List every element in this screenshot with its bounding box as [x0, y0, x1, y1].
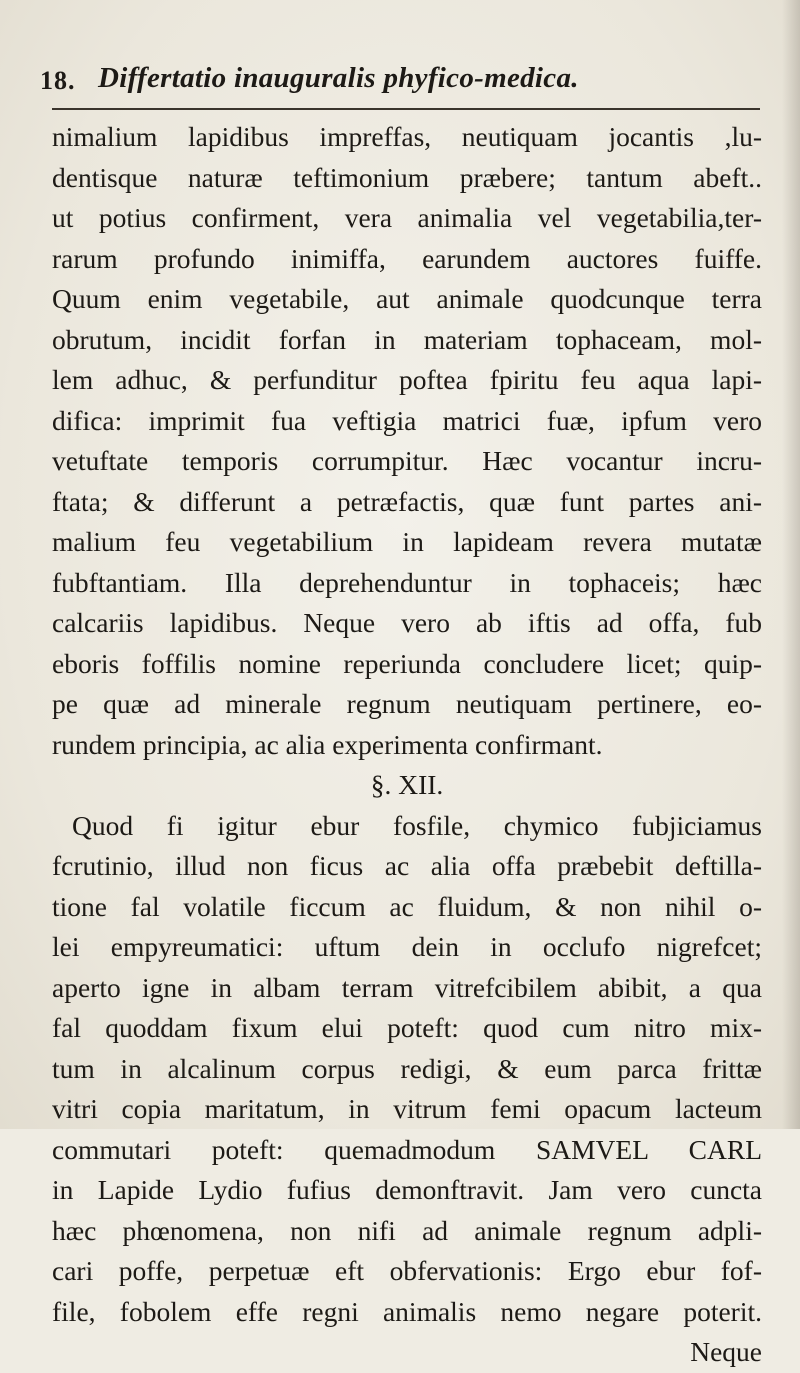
text-line: malium feu vegetabilium in lapideam revera mutatæ [52, 526, 762, 557]
page-number: 18. [40, 66, 76, 95]
text-line: tum in alcalinum corpus redigi, & eum parca frittæ [52, 1052, 762, 1084]
section-heading: §. XII. [370, 769, 444, 800]
text-line: difica: imprimit fua veftigia matrici fuæ, ipfum vero [52, 404, 762, 436]
text-line: cari poffe, perpetuæ eft obfervationis: Ergo ebur fof- [52, 1255, 762, 1286]
text-line: commutari poteft: quemadmodum SAMVEL CARL [52, 1133, 762, 1165]
text-line: Quod fi igitur ebur fosfile, chymico fubjiciamus [72, 809, 762, 841]
text-line: dentisque naturæ teftimonium præbere; tantum abeft.. [52, 161, 762, 193]
text-line: lem adhuc, & perfunditur poftea fpiritu feu aqua lapi- [52, 364, 762, 395]
text-line: fal quoddam fixum elui poteft: quod cum nitro mix- [52, 1012, 762, 1043]
catchword: Neque [690, 1336, 762, 1367]
text-line: ftata; & differunt a petræfactis, quæ funt partes ani- [52, 485, 762, 517]
text-line: hæc phœnomena, non nifi ad animale regnum adpli- [52, 1214, 762, 1246]
running-head: Differtatio inauguralis phyfico-medica. [98, 62, 579, 94]
text-line: obrutum, incidit forfan in materiam tophaceam, mol- [52, 323, 762, 355]
page-header [40, 62, 760, 102]
body-text [52, 117, 762, 1373]
text-line: fubftantiam. Illa deprehenduntur in tophaceis; hæc [52, 566, 762, 598]
text-line: calcariis lapidibus. Neque vero ab iftis ad offa, fub [52, 607, 762, 638]
header-rule [52, 108, 760, 110]
text-line: fcrutinio, illud non ficus ac alia offa præbebit deftilla- [52, 850, 762, 881]
text-line: ut potius confirment, vera animalia vel vegetabilia,ter- [52, 202, 762, 233]
text-line: file, fobolem effe regni animalis nemo negare poterit. [52, 1295, 762, 1327]
text-line: nimalium lapidibus impreffas, neutiquam jocantis ,lu- [52, 121, 762, 152]
text-line: tione fal volatile ficcum ac fluidum, & non nihil o- [52, 890, 762, 922]
page-edge-shadow [782, 0, 800, 1129]
text-line: rundem principia, ac alia experimenta confirmant. [52, 728, 603, 760]
text-line: eboris foffilis nomine reperiunda concludere licet; quip- [52, 647, 762, 679]
text-line: vetuftate temporis corrumpitur. Hæc vocantur incru- [52, 445, 762, 476]
text-line: vitri copia maritatum, in vitrum femi opacum lacteum [52, 1093, 762, 1124]
text-line: in Lapide Lydio fufius demonftravit. Jam vero cuncta [52, 1174, 762, 1205]
text-line: aperto igne in albam terram vitrefcibilem abibit, a qua [52, 971, 762, 1003]
text-line: pe quæ ad minerale regnum neutiquam pertinere, eo- [52, 688, 762, 719]
text-line: Quum enim vegetabile, aut animale quodcunque terra [52, 283, 762, 314]
text-line: rarum profundo inimiffa, earundem auctores fuiffe. [52, 242, 762, 274]
text-line: lei empyreumatici: uftum dein in occlufo nigrefcet; [52, 931, 762, 962]
